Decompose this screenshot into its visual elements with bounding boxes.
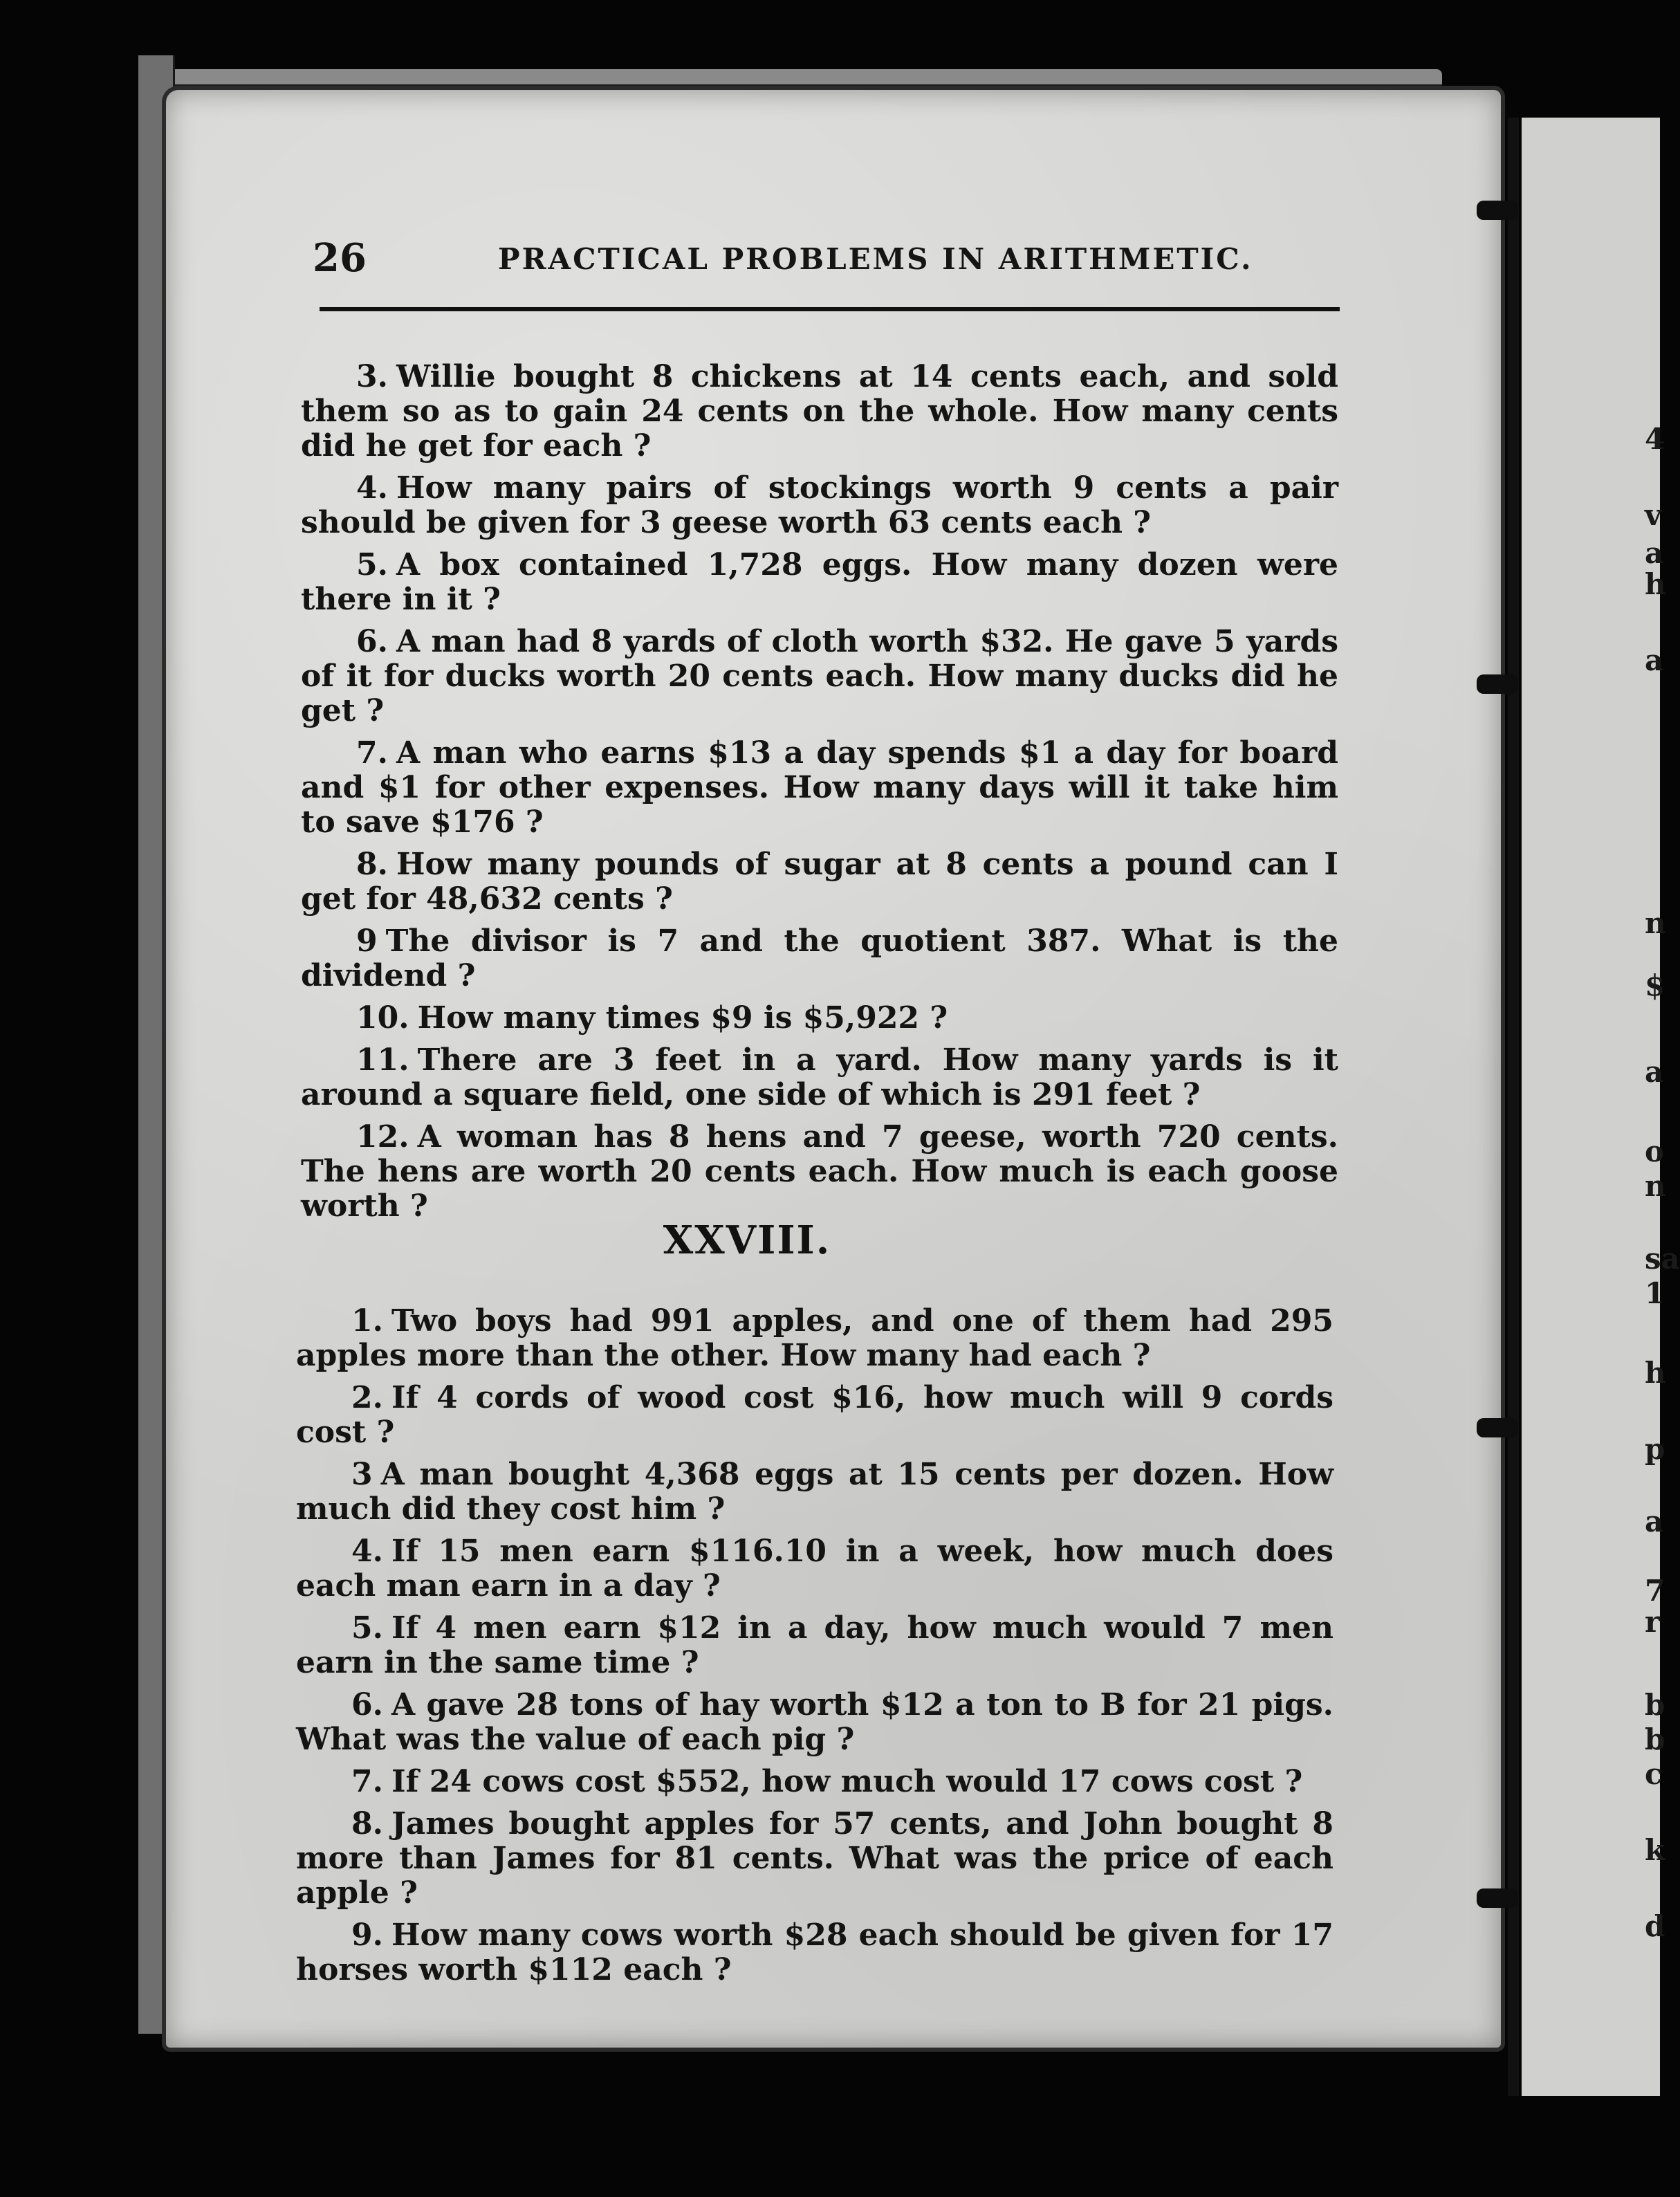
problem-item	[296, 1765, 1333, 1799]
facing-page-fragment: o	[1645, 1134, 1665, 1168]
facing-page-fragment: c	[1645, 1757, 1663, 1791]
problem-item	[301, 471, 1338, 540]
problem-text: A gave 28 tons of hay worth $12 a ton to B for 21 pigs. What was the value of each pig ?	[296, 1687, 1333, 1757]
facing-page-fragment: v	[1645, 498, 1662, 532]
binding-tab	[1477, 201, 1518, 220]
problem-item	[301, 625, 1338, 728]
problem-text: A man bought 4,368 eggs at 15 cents per dozen. How much did they cost him ?	[296, 1457, 1333, 1527]
problem-item	[296, 1534, 1333, 1603]
problem-item	[301, 924, 1338, 993]
binding-tab	[1477, 1888, 1518, 1908]
facing-page-fragment: n	[1645, 1169, 1666, 1203]
problem-item	[296, 1458, 1333, 1527]
problem-item	[296, 1807, 1333, 1911]
problem-number: 7.	[351, 1764, 383, 1799]
book-spine	[1508, 118, 1519, 2096]
problem-item	[301, 1120, 1338, 1224]
facing-page-fragment: k	[1645, 1833, 1665, 1867]
problem-item	[296, 1688, 1333, 1757]
problem-text: How many pounds of sugar at 8 cents a pound can I get for 48,632 cents ?	[301, 847, 1338, 917]
problem-number: 1.	[351, 1303, 383, 1339]
problem-text: If 4 men earn $12 in a day, how much would 7 men earn in the same time ?	[296, 1610, 1333, 1680]
problem-number: 8.	[356, 847, 388, 882]
problem-text: Willie bought 8 chickens at 14 cents each, and sold them so as to gain 24 cents on the whole. How many cents did he get for each ?	[301, 359, 1338, 463]
problem-text: There are 3 feet in a yard. How many yards is it around a square field, one side of which is 291 feet ?	[301, 1042, 1338, 1112]
problem-item	[301, 736, 1338, 840]
problem-number: 3.	[356, 359, 388, 394]
facing-page-fragment: 1	[1645, 1276, 1665, 1310]
problem-number: 9	[356, 923, 378, 959]
page-top-fold	[149, 69, 1442, 87]
problem-text: How many pairs of stockings worth 9 cents a pair should be given for 3 geese worth 63 cents each ?	[301, 470, 1338, 540]
facing-page-fragment: d	[1645, 1909, 1665, 1943]
facing-page-fragment: 7	[1645, 1574, 1665, 1608]
problem-list-top	[301, 360, 1338, 1231]
problem-item	[296, 1381, 1333, 1450]
problem-text: James bought apples for 57 cents, and John bought 8 more than James for 81 cents. What was the price of each apple ?	[296, 1806, 1333, 1911]
page-number: 26	[313, 235, 367, 281]
problem-item	[301, 1043, 1338, 1112]
facing-page-fragment: h	[1645, 1356, 1666, 1390]
problem-item	[296, 1918, 1333, 1987]
binding-tab	[1477, 1418, 1518, 1437]
problem-number: 6.	[356, 624, 388, 659]
facing-page-fragment: a	[1645, 1505, 1664, 1538]
facing-page-fragment: b	[1645, 1688, 1665, 1722]
facing-page-fragment: h	[1645, 567, 1666, 601]
problem-text: If 4 cords of wood cost $16, how much will 9 cords cost ?	[296, 1380, 1333, 1450]
problem-number: 7.	[356, 735, 388, 771]
problem-list-bottom	[296, 1304, 1333, 1995]
problem-number: 10.	[356, 1000, 409, 1036]
facing-page-fragment: n	[1645, 906, 1666, 940]
problem-text: How many times $9 is $5,922 ?	[417, 1000, 948, 1036]
facing-page-fragment: a	[1645, 536, 1664, 570]
problem-number: 5.	[356, 547, 388, 582]
problem-text: If 15 men earn $116.10 in a week, how much does each man earn in a day ?	[296, 1534, 1333, 1603]
problem-number: 4.	[351, 1534, 383, 1569]
header-rule	[320, 307, 1340, 311]
facing-page-fragment: sa	[1645, 1242, 1680, 1276]
facing-page-fragment: a	[1645, 1055, 1664, 1089]
problem-text: How many cows worth $28 each should be given for 17 horses worth $112 each ?	[296, 1918, 1333, 1987]
problem-number: 4.	[356, 470, 388, 506]
problem-text: A man had 8 yards of cloth worth $32. He gave 5 yards of it for ducks worth 20 cents each. How many ducks did he get ?	[301, 624, 1338, 728]
problem-text: The divisor is 7 and the quotient 387. What is the dividend ?	[301, 923, 1338, 993]
problem-item	[301, 1001, 1338, 1036]
problem-number: 6.	[351, 1687, 383, 1722]
binding-tab	[1477, 674, 1518, 694]
problem-number: 8.	[351, 1806, 383, 1841]
problem-item	[301, 847, 1338, 917]
facing-page-fragment: b	[1645, 1722, 1665, 1756]
facing-page-fragment: a	[1645, 643, 1664, 677]
problem-item	[296, 1611, 1333, 1680]
problem-text: Two boys had 991 apples, and one of them had 295 apples more than the other. How many had each ?	[296, 1303, 1333, 1373]
facing-page-fragment: r	[1645, 1605, 1661, 1639]
problem-number: 12.	[356, 1119, 409, 1155]
problem-text: A man who earns $13 a day spends $1 a day for board and $1 for other expenses. How many days will it take him to save $176 ?	[301, 735, 1338, 840]
problem-number: 3	[351, 1457, 373, 1492]
facing-page-fragment: 4	[1645, 422, 1665, 456]
facing-page-fragment: p	[1645, 1432, 1665, 1466]
section-heading-text: XXVIII.	[663, 1217, 831, 1263]
problem-text: A woman has 8 hens and 7 geese, worth 720 cents. The hens are worth 20 cents each. How much is each goose worth ?	[301, 1119, 1338, 1224]
facing-page-fragment: $	[1645, 968, 1665, 1002]
problem-number: 9.	[351, 1918, 383, 1953]
problem-number: 5.	[351, 1610, 383, 1646]
facing-page	[1522, 118, 1660, 2096]
problem-item	[296, 1304, 1333, 1373]
problem-text: A box contained 1,728 eggs. How many dozen were there in it ?	[301, 547, 1338, 617]
running-title: PRACTICAL PROBLEMS IN ARITHMETIC.	[498, 242, 1253, 276]
problem-text: If 24 cows cost $552, how much would 17 cows cost ?	[391, 1764, 1303, 1799]
problem-item	[301, 360, 1338, 463]
problem-item	[301, 548, 1338, 617]
problem-number: 2.	[351, 1380, 383, 1415]
section-heading	[0, 1217, 1660, 1263]
problem-number: 11.	[356, 1042, 409, 1078]
